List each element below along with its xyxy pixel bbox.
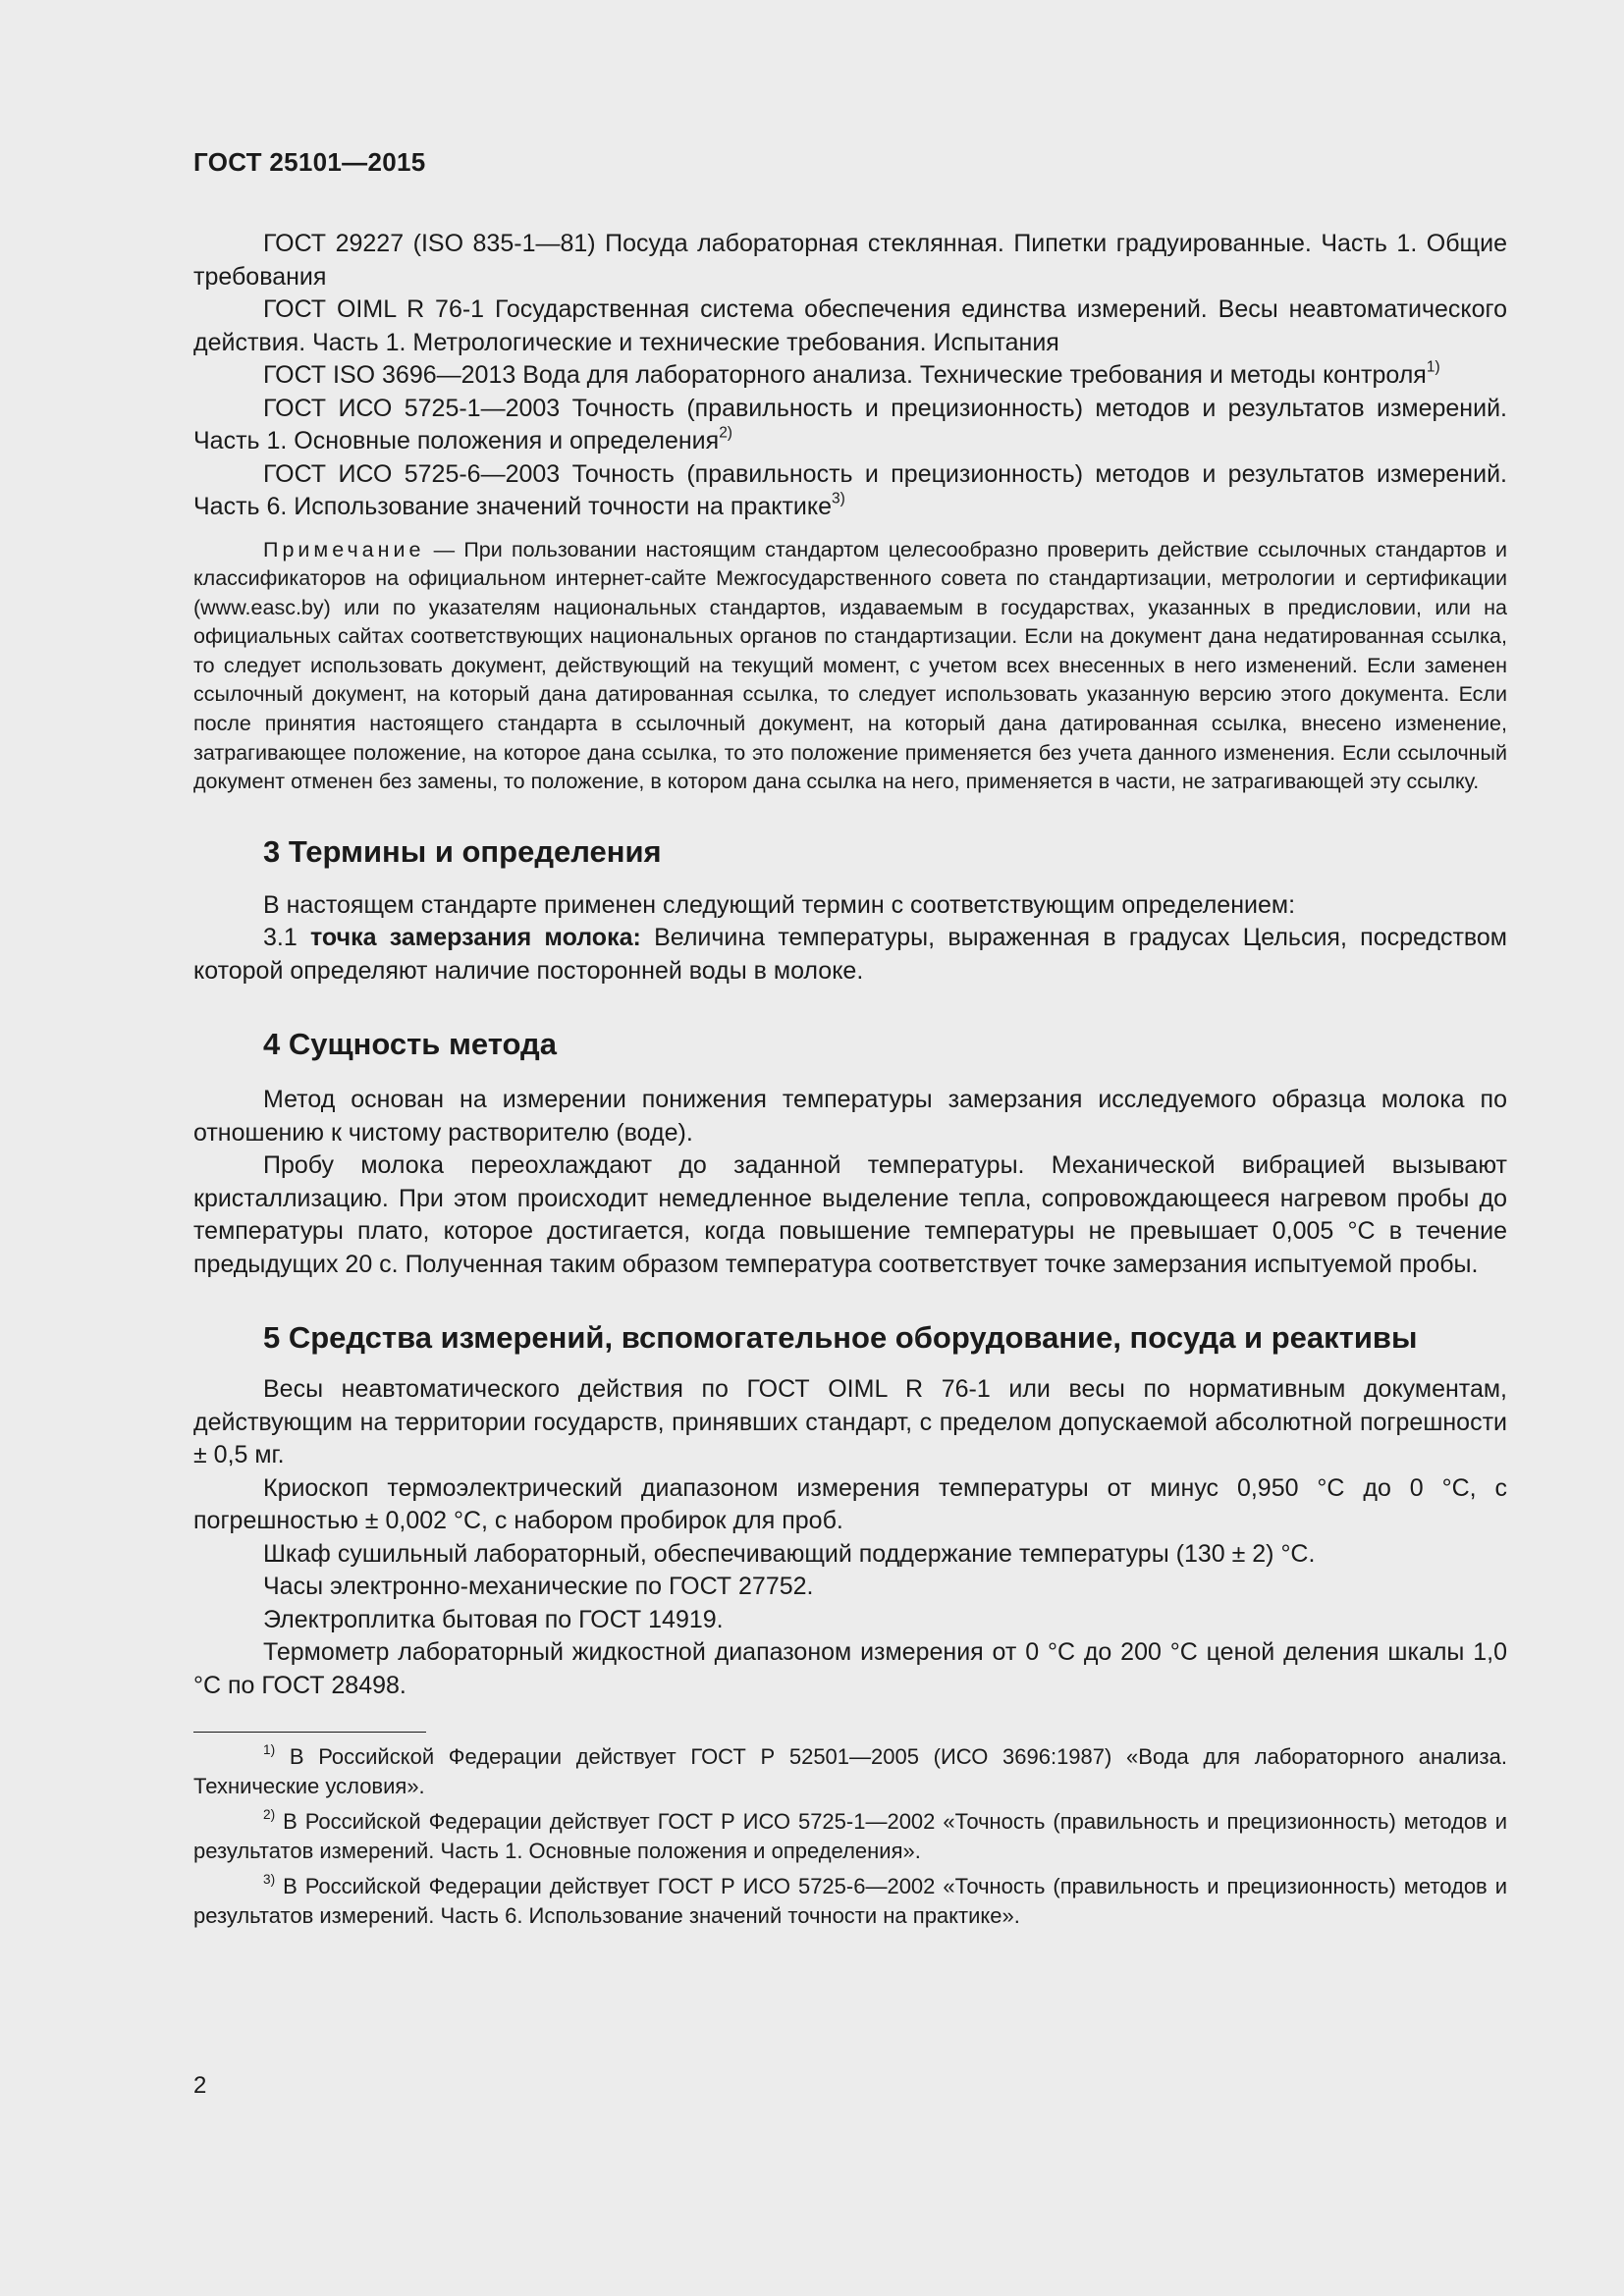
section-5-heading: 5 Средства измерений, вспомогательное оборудование, посуда и реактивы — [263, 1320, 1418, 1356]
document-header: ГОСТ 25101—2015 — [193, 147, 426, 177]
term-name: точка замерзания молока: — [310, 924, 641, 952]
page-number: 2 — [193, 2072, 207, 2099]
footnote — [193, 1742, 1507, 1801]
section-5-paragraph: Шкаф сушильный лабораторный, обеспечивающий поддержание температуры (130 ± 2) °С. — [263, 1539, 1316, 1568]
reference-item — [193, 458, 1507, 524]
term-definition — [193, 922, 1507, 988]
reference-item — [193, 393, 1507, 458]
section-5-paragraph: Криоскоп термоэлектрический диапазоном измерения температуры от минус 0,950 °С до 0 °С, с погрешностью ± 0,002 °С, с набором пробирок для проб. — [193, 1473, 1507, 1535]
section-5-paragraph: Электроплитка бытовая по ГОСТ 14919. — [263, 1605, 724, 1633]
note-paragraph — [193, 536, 1507, 797]
footnote-mark: 3) — [263, 1872, 276, 1888]
section-5-paragraph: Часы электронно-механические по ГОСТ 27752. — [263, 1573, 814, 1601]
note-text: При пользовании настоящим стандартом целесообразно проверить действие ссылочных стандартов и классификаторов на официальном интернет-сайте Межгосударственного совета по стандартизации, метрологии и сертификации (www.easc.by) или по указателям национальных стандартов, издаваемым в государствах, указанных в предисловии, или на официальных сайтах соответствующих национальных органов по стандартизации. Если на документ дана недатированная ссылка, то следует использовать документ, действующий на текущий момент, с учетом всех внесенных в него изменений. Если заменен ссылочный документ, на который дана датированная ссылка, то следует использовать указанную версию этого документа. Если после принятия настоящего стандарта в ссылочный документ, на который дана датированная ссылка, внесено изменение, затрагивающее положение, на которое дана ссылка, то это положение применяется без учета данного изменения. Если ссылочный документ отменен без замены, то положение, в котором дана ссылка на него, применяется в части, не затрагивающей эту ссылку. — [193, 537, 1507, 794]
footnote-text: В Российской Федерации действует ГОСТ Р ИСО 5725-1—2002 «Точность (правильность и прецизионность) методов и результатов измерений. Часть 1. Основные положения и определения». — [193, 1809, 1507, 1864]
footnote-text: В Российской Федерации действует ГОСТ Р 52501—2005 (ИСО 3696:1987) «Вода для лабораторного анализа. Технические условия». — [193, 1744, 1507, 1799]
reference-item — [193, 359, 1507, 393]
section-3-intro: В настоящем стандарте применен следующий термин с соответствующим определением: — [263, 890, 1296, 919]
reference-item — [193, 294, 1507, 359]
footnote-text: В Российской Федерации действует ГОСТ Р ИСО 5725-6—2002 «Точность (правильность и прецизионность) методов и результатов измерений. Часть 6. Использование значений точности на практике». — [193, 1874, 1507, 1929]
footnote-ref: 1) — [1426, 358, 1440, 376]
reference-item — [193, 228, 1507, 294]
section-5-paragraph: Термометр лабораторный жидкостной диапазоном измерения от 0 °С до 200 °С ценой деления шкалы 1,0 °С по ГОСТ 28498. — [193, 1638, 1507, 1699]
footnote — [193, 1807, 1507, 1866]
reference-text: ГОСТ 29227 (ISO 835-1—81) Посуда лабораторная стеклянная. Пипетки градуированные. Часть 1. Общие требования — [193, 230, 1507, 291]
references-list — [193, 228, 1507, 524]
footnote-ref: 3) — [831, 490, 845, 507]
page-content — [193, 228, 1507, 1937]
footnote-mark: 1) — [263, 1742, 276, 1758]
note-dash: — — [424, 537, 464, 561]
term-definition-text: Величина температуры, выраженная в градусах Цельсия, посредством которой определяют наличие посторонней воды в молоке. — [193, 924, 1507, 985]
section-4-paragraph: Метод основан на измерении понижения температуры замерзания исследуемого образца молока по отношению к чистому растворителю (воде). — [193, 1086, 1507, 1147]
note-label: Примечание — [263, 537, 425, 561]
footnote-mark: 2) — [263, 1807, 276, 1823]
footnote-divider — [193, 1732, 426, 1733]
footnotes — [193, 1742, 1507, 1931]
reference-text: ГОСТ ИСО 5725-6—2003 Точность (правильность и прецизионность) методов и результатов измерений. Часть 6. Использование значений точности на практике — [193, 459, 1507, 520]
reference-text: ГОСТ OIML R 76-1 Государственная система обеспечения единства измерений. Весы неавтоматического действия. Часть 1. Метрологические и технические требования. Испытания — [193, 295, 1507, 356]
reference-text: ГОСТ ИСО 5725-1—2003 Точность (правильность и прецизионность) методов и результатов измерений. Часть 1. Основные положения и определения — [193, 394, 1507, 454]
section-5-paragraph: Весы неавтоматического действия по ГОСТ OIML R 76-1 или весы по нормативным документам, действующим на территории государств, принявших стандарт, с пределом допускаемой абсолютной погрешности ± 0,5 мг. — [193, 1375, 1507, 1469]
footnote-ref: 2) — [719, 424, 732, 442]
reference-text: ГОСТ ISO 3696—2013 Вода для лабораторного анализа. Технические требования и методы контроля — [263, 361, 1427, 389]
section-4-heading: 4 Сущность метода — [263, 1027, 557, 1062]
section-4-paragraph: Пробу молока переохлаждают до заданной температуры. Механической вибрацией вызывают кристаллизацию. При этом происходит немедленное выделение тепла, сопровождающееся нагревом пробы до температуры плато, которое достигается, когда повышение температуры не превышает 0,005 °С в течение предыдущих 20 с. Полученная таким образом температура соответствует точке замерзания испытуемой пробы. — [193, 1151, 1507, 1278]
section-3-heading: 3 Термины и определения — [263, 833, 662, 869]
term-number: 3.1 — [263, 924, 311, 952]
footnote — [193, 1872, 1507, 1931]
